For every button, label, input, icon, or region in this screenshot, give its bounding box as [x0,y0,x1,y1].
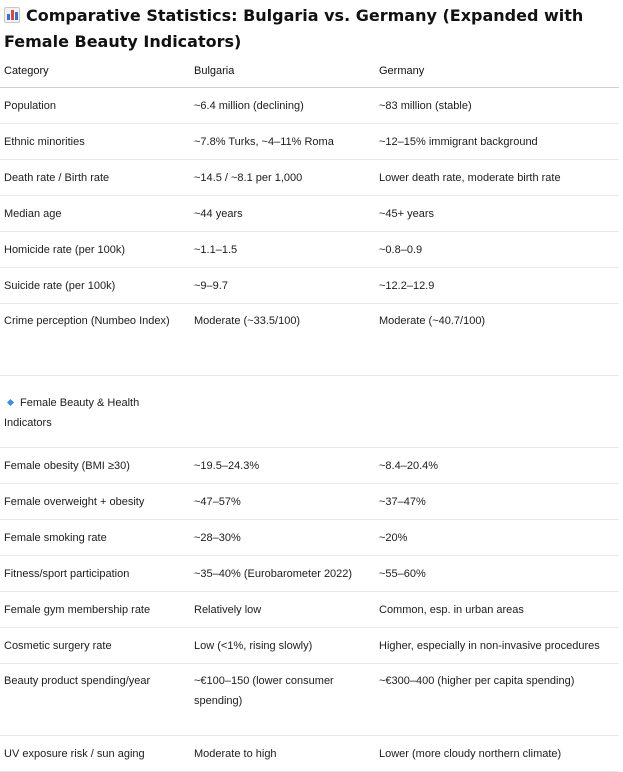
table-row [0,484,619,520]
cell-bulgaria: ~€100–150 (lower consumer spending) [190,664,375,736]
cell-category: Cosmetic surgery rate [0,628,190,664]
cell-bulgaria: ~35–40% (Eurobarometer 2022) [190,556,375,592]
header-germany: Germany [375,56,619,88]
table-row [0,196,619,232]
table-row [0,88,619,124]
comparison-table [0,56,619,772]
cell-bulgaria: Moderate (~33.5/100) [190,304,375,376]
cell-germany: Lower (more cloudy northern climate) [375,736,619,772]
cell-bulgaria: ~14.5 / ~8.1 per 1,000 [190,160,375,196]
cell-category: Ethnic minorities [0,124,190,160]
cell-bulgaria: ~47–57% [190,484,375,520]
header-bulgaria: Bulgaria [190,56,375,88]
cell-category: Population [0,88,190,124]
table-row [0,628,619,664]
cell-category: Death rate / Birth rate [0,160,190,196]
cell-category: Beauty product spending/year [0,664,190,736]
cell-category: Median age [0,196,190,232]
cell-empty [375,376,619,448]
cell-empty [190,376,375,448]
table-row [0,232,619,268]
cell-germany: ~45+ years [375,196,619,232]
page-title-text: Comparative Statistics: Bulgaria vs. Germany (Expanded with Female Beauty Indicators) [4,6,584,51]
table-row [0,736,619,772]
cell-category: Suicide rate (per 100k) [0,268,190,304]
cell-bulgaria: ~9–9.7 [190,268,375,304]
cell-germany: ~€300–400 (higher per capita spending) [375,664,619,736]
table-row [0,160,619,196]
cell-bulgaria: ~28–30% [190,520,375,556]
cell-germany: Common, esp. in urban areas [375,592,619,628]
table-header-row [0,56,619,88]
cell-germany: ~12–15% immigrant background [375,124,619,160]
cell-bulgaria: Moderate to high [190,736,375,772]
cell-category: Female overweight + obesity [0,484,190,520]
blue-diamond-icon [7,399,14,406]
cell-germany: ~83 million (stable) [375,88,619,124]
cell-bulgaria: ~6.4 million (declining) [190,88,375,124]
cell-category: UV exposure risk / sun aging [0,736,190,772]
cell-bulgaria: Relatively low [190,592,375,628]
section-header-row [0,376,619,448]
cell-category: Female smoking rate [0,520,190,556]
cell-category: Female obesity (BMI ≥30) [0,448,190,484]
header-category: Category [0,56,190,88]
cell-germany: Higher, especially in non-invasive procedures [375,628,619,664]
bar-chart-icon [4,7,20,23]
cell-bulgaria: ~1.1–1.5 [190,232,375,268]
table-row [0,664,619,736]
cell-category: Fitness/sport participation [0,556,190,592]
cell-germany: ~12.2–12.9 [375,268,619,304]
page-title [4,3,604,55]
section-header-cell [0,376,190,448]
cell-germany: ~20% [375,520,619,556]
cell-germany: ~37–47% [375,484,619,520]
cell-germany: Moderate (~40.7/100) [375,304,619,376]
cell-germany: ~0.8–0.9 [375,232,619,268]
cell-bulgaria: Low (<1%, rising slowly) [190,628,375,664]
cell-bulgaria: ~44 years [190,196,375,232]
cell-bulgaria: ~19.5–24.3% [190,448,375,484]
table-row [0,124,619,160]
cell-germany: Lower death rate, moderate birth rate [375,160,619,196]
cell-germany: ~55–60% [375,556,619,592]
cell-category: Crime perception (Numbeo Index) [0,304,190,376]
section-label: Female Beauty & Health Indicators [4,397,140,429]
table-row [0,520,619,556]
cell-category: Female gym membership rate [0,592,190,628]
table-row [0,556,619,592]
cell-category: Homicide rate (per 100k) [0,232,190,268]
cell-germany: ~8.4–20.4% [375,448,619,484]
table-row [0,592,619,628]
table-row [0,448,619,484]
table-row [0,304,619,376]
table-row [0,268,619,304]
cell-bulgaria: ~7.8% Turks, ~4–11% Roma [190,124,375,160]
